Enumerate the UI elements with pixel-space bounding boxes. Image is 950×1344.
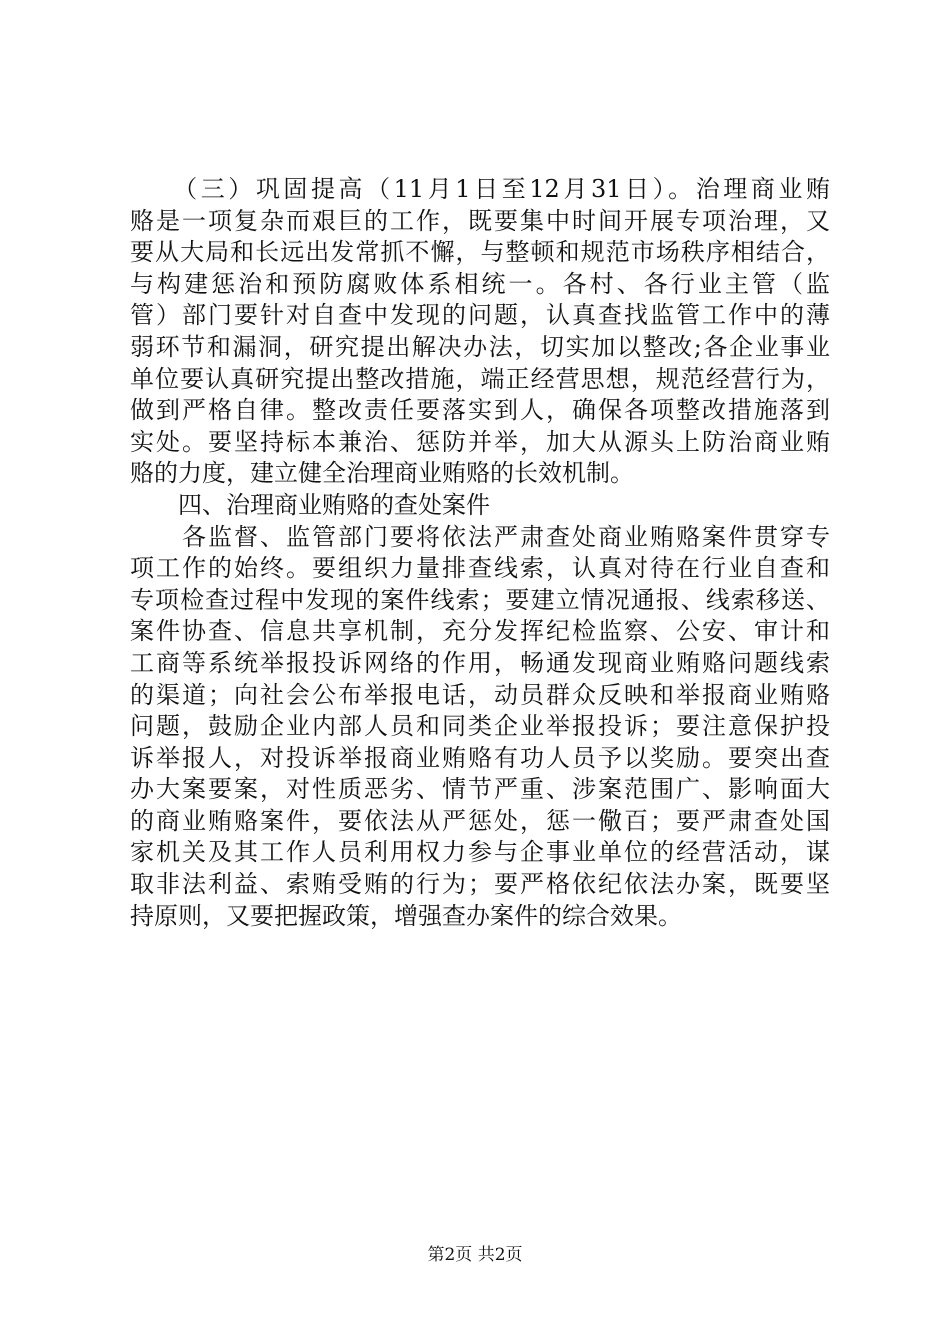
paragraph-line: 的商业贿赂案件，要依法从严惩处，惩一儆百；要严肃查处国	[130, 806, 830, 835]
paragraph-line: 持原则，又要把握政策，增强查办案件的综合效果。	[130, 901, 682, 930]
paragraph-line: 管）部门要针对自查中发现的问题，认真查找监管工作中的薄	[130, 301, 830, 330]
paragraph-line: 家机关及其工作人员利用权力参与企事业单位的经营活动，谋	[130, 838, 830, 867]
paragraph-line: 赂的力度，建立健全治理商业贿赂的长效机制。	[130, 459, 634, 488]
paragraph-line: 专项检查过程中发现的案件线索；要建立情况通报、线索移送、	[130, 585, 830, 614]
paragraph-line: 赂是一项复杂而艰巨的工作，既要集中时间开展专项治理，又	[130, 206, 830, 235]
paragraph-line: 做到严格自律。整改责任要落实到人，确保各项整改措施落到	[130, 396, 830, 425]
paragraph-line: 的渠道；向社会公布举报电话，动员群众反映和举报商业贿赂	[130, 680, 830, 709]
paragraph-line: 办大案要案，对性质恶劣、情节严重、涉案范围广、影响面大	[130, 775, 830, 804]
paragraph-line: 单位要认真研究提出整改措施，端正经营思想，规范经营行为，	[130, 364, 830, 393]
paragraph-line: 诉举报人，对投诉举报商业贿赂有功人员予以奖励。要突出查	[130, 743, 830, 772]
paragraph-line: 要从大局和长远出发常抓不懈，与整顿和规范市场秩序相结合，	[130, 238, 830, 267]
paragraph-line: 实处。要坚持标本兼治、惩防并举，加大从源头上防治商业贿	[130, 427, 830, 456]
page-number-footer: 第2页 共2页	[427, 1245, 523, 1265]
paragraph-line: 案件协查、信息共享机制，充分发挥纪检监察、公安、审计和	[130, 617, 830, 646]
paragraph-line: （三）巩固提高（11月1日至12月31日）。治理商业贿	[130, 175, 830, 203]
document-body	[130, 174, 830, 932]
paragraph-line: 弱环节和漏洞，研究提出解决办法，切实加以整改;各企业事业	[130, 332, 830, 361]
paragraph-line: 取非法利益、索贿受贿的行为；要严格依纪依法办案，既要坚	[130, 870, 830, 899]
section-heading: 四、治理商业贿赂的查处案件	[130, 490, 490, 519]
paragraph-line: 工商等系统举报投诉网络的作用，畅通发现商业贿赂问题线索	[130, 648, 830, 677]
paragraph-line: 问题，鼓励企业内部人员和同类企业举报投诉；要注意保护投	[130, 712, 830, 741]
paragraph-line: 各监督、监管部门要将依法严肃查处商业贿赂案件贯穿专	[130, 522, 830, 551]
paragraph-line: 与构建惩治和预防腐败体系相统一。各村、各行业主管（监	[130, 269, 830, 298]
paragraph-line: 项工作的始终。要组织力量排查线索，认真对待在行业自查和	[130, 554, 830, 583]
